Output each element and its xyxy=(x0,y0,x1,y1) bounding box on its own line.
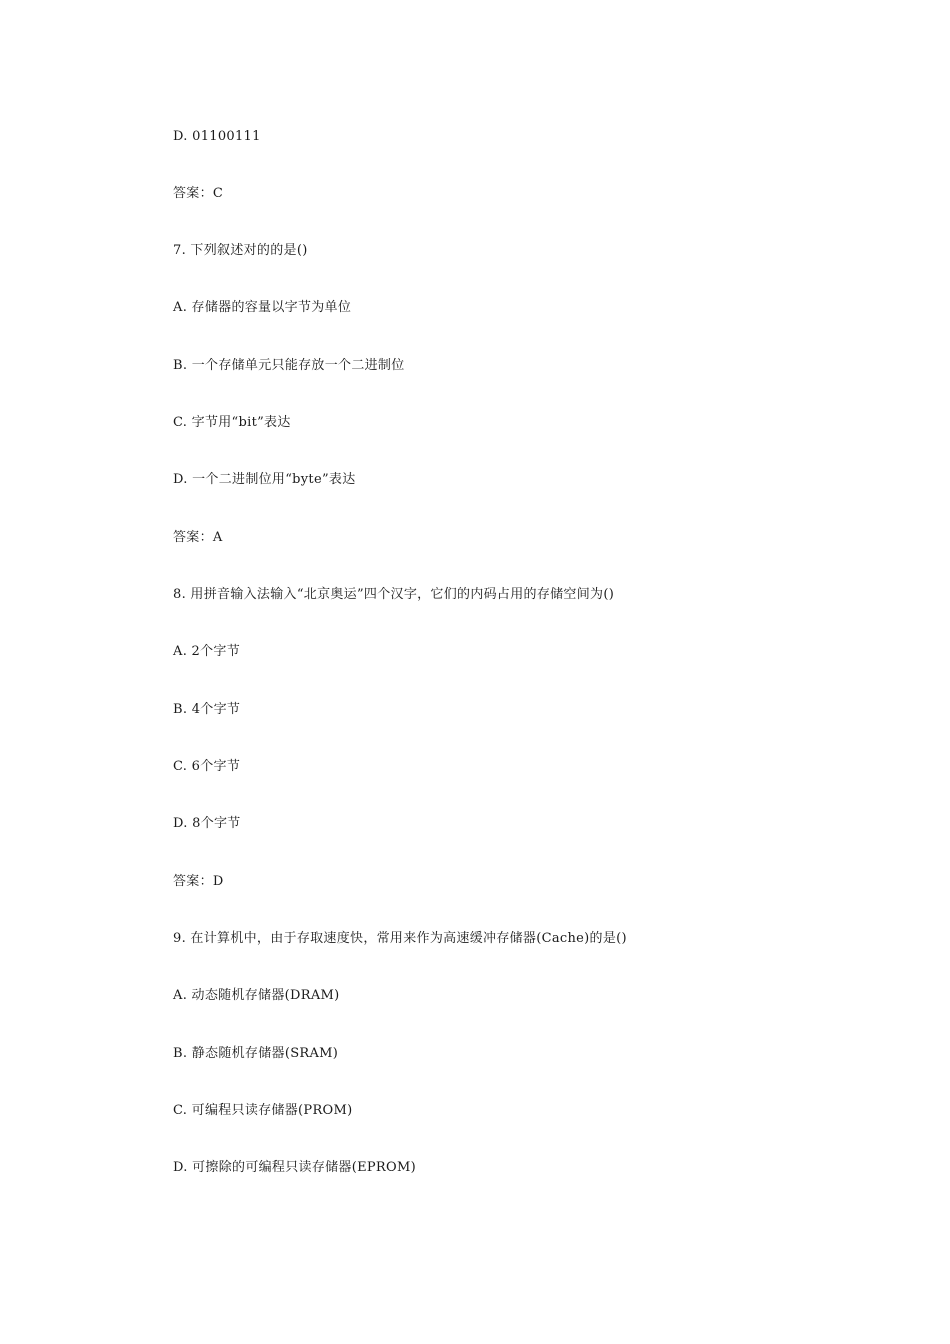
option-a-q9: A. 动态随机存储器(DRAM) xyxy=(173,988,340,1003)
option-c-q9: C. 可编程只读存储器(PROM) xyxy=(173,1103,353,1118)
question-9: 9. 在计算机中，由于存取速度快，常用来作为高速缓冲存储器(Cache)的是() xyxy=(173,931,627,946)
option-c-q7: C. 字节用“bit”表达 xyxy=(173,415,291,430)
option-d-q6: D. 01100111 xyxy=(173,129,261,144)
answer-q8: 答案：D xyxy=(173,874,224,889)
option-b-q9: B. 静态随机存储器(SRAM) xyxy=(173,1046,339,1061)
option-d-q9: D. 可擦除的可编程只读存储器(EPROM) xyxy=(173,1160,416,1175)
question-7: 7. 下列叙述对的的是() xyxy=(173,243,308,258)
option-b-q7: B. 一个存储单元只能存放一个二进制位 xyxy=(173,358,405,373)
answer-q6: 答案：C xyxy=(173,186,224,201)
option-d-q7: D. 一个二进制位用“byte”表达 xyxy=(173,472,356,487)
option-d-q8: D. 8个字节 xyxy=(173,816,241,831)
question-8: 8. 用拼音输入法输入“北京奥运”四个汉字，它们的内码占用的存储空间为() xyxy=(173,587,615,602)
answer-q7: 答案：A xyxy=(173,530,223,545)
option-c-q8: C. 6个字节 xyxy=(173,759,241,774)
option-a-q7: A. 存储器的容量以字节为单位 xyxy=(173,300,352,315)
option-b-q8: B. 4个字节 xyxy=(173,702,241,717)
option-a-q8: A. 2个字节 xyxy=(173,644,241,659)
